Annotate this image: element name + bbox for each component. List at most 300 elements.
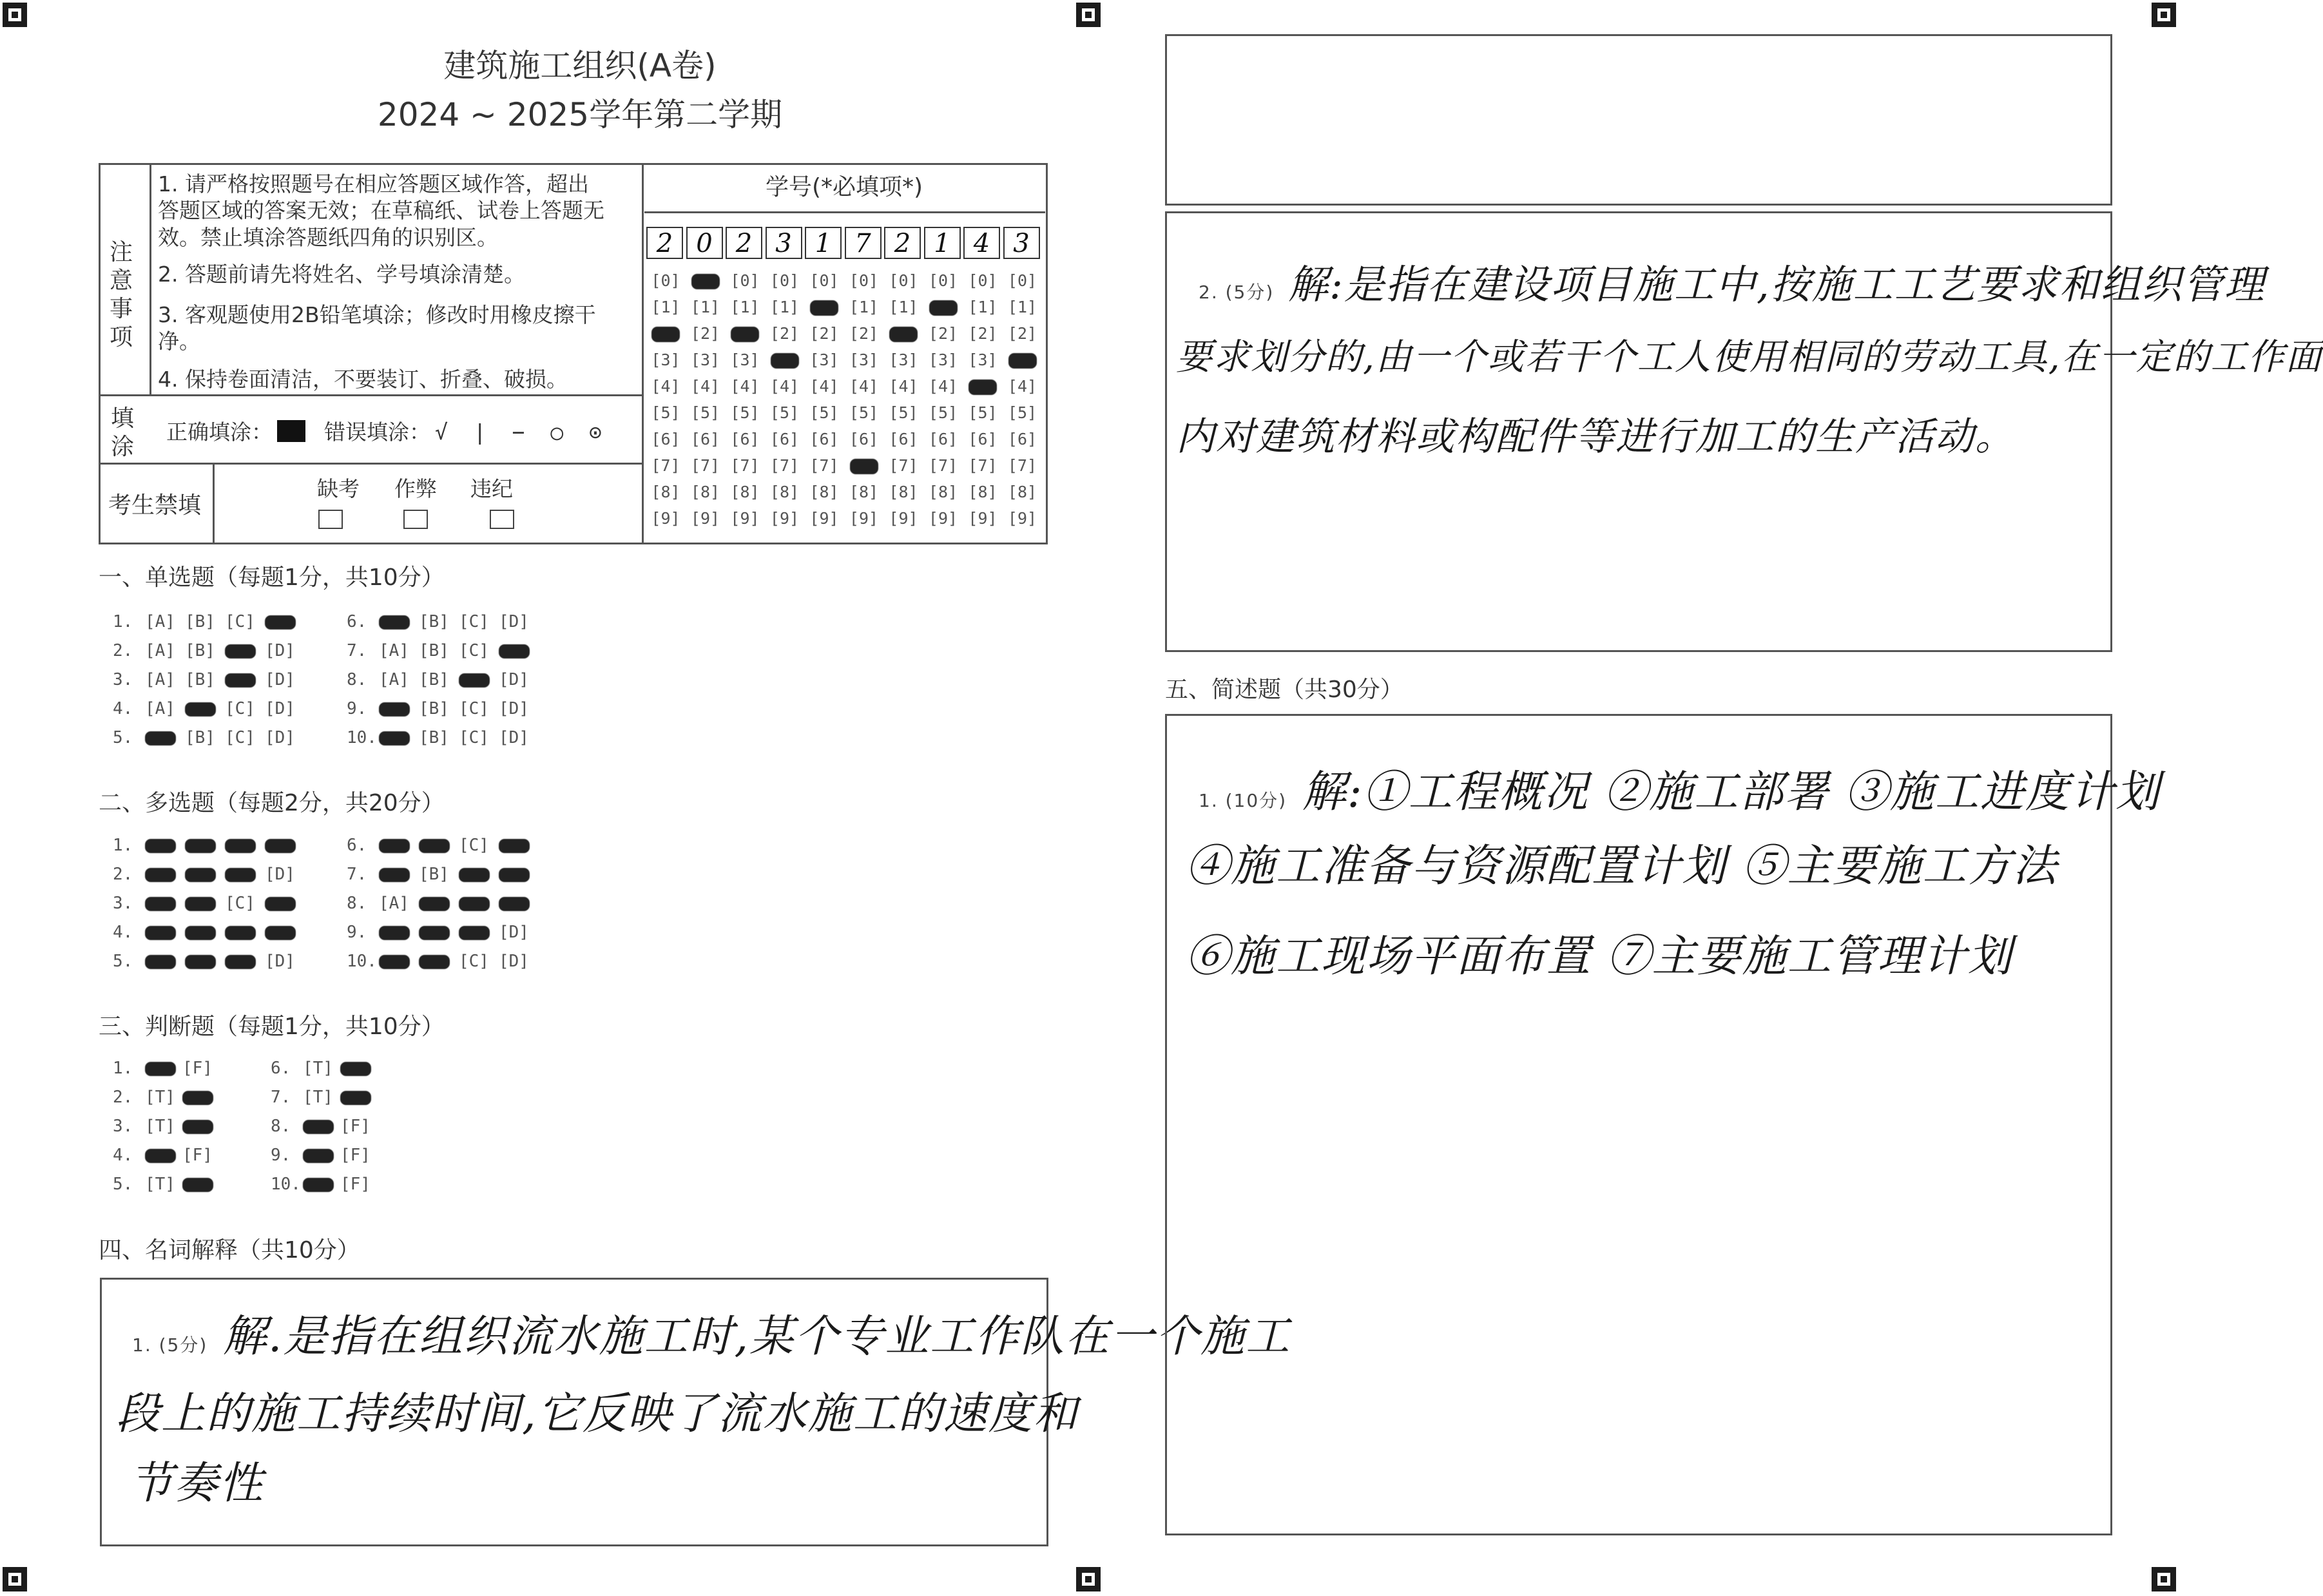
option-bubble[interactable] (182, 1088, 220, 1107)
student-id-bubble[interactable]: [8] (651, 483, 680, 501)
student-id-bubble[interactable]: [4] (809, 377, 839, 396)
option-bubble[interactable]: [D] (265, 641, 295, 660)
student-id-bubble[interactable]: [4] (651, 377, 680, 396)
option-bubble[interactable]: [D] (265, 865, 295, 884)
option-bubble[interactable] (145, 952, 185, 971)
answer-row (113, 923, 305, 942)
student-id-bubble[interactable]: [0] (968, 271, 998, 290)
question-number: 4. (113, 699, 133, 718)
student-id-bubble[interactable]: [2] (809, 324, 839, 343)
option-bubble[interactable]: [C] (225, 699, 255, 718)
option-bubble[interactable]: [D] (499, 923, 529, 942)
option-bubble[interactable]: [F] (340, 1146, 371, 1165)
option-bubble[interactable] (379, 612, 419, 631)
student-id-bubble-column (646, 267, 685, 532)
proctor-label: 考生禁填 (108, 492, 202, 519)
question-number: 4. (113, 923, 133, 942)
corner-marker-tr (2152, 3, 2176, 27)
student-id-bubble[interactable]: [5] (1007, 403, 1037, 422)
answer-row (347, 612, 539, 631)
option-bubble[interactable]: [B] (185, 612, 215, 631)
question-number: 10. (271, 1175, 301, 1194)
proctor-cheat-checkbox[interactable] (403, 510, 428, 529)
corner-marker-bl (3, 1567, 27, 1591)
student-id-digit: 1 (805, 227, 842, 259)
student-id-bubble[interactable]: [0] (928, 271, 958, 290)
student-id-bubble[interactable] (1003, 347, 1042, 373)
student-id-bubble-column (726, 267, 764, 532)
student-id-bubble[interactable]: [2] (1007, 324, 1037, 343)
option-bubble[interactable]: [F] (340, 1117, 371, 1136)
student-id-bubble[interactable]: [1] (889, 298, 918, 316)
student-id-bubble[interactable]: [7] (889, 456, 918, 475)
correct-fill-sample (277, 420, 305, 442)
student-id-bubble[interactable]: [6] (1007, 430, 1037, 448)
student-id-bubble[interactable]: [6] (968, 430, 998, 448)
option-bubble[interactable]: [C] (459, 641, 489, 660)
student-id-bubble[interactable]: [8] (690, 483, 720, 501)
option-bubble[interactable]: [A] (379, 894, 409, 913)
student-id-bubble[interactable]: [9] (730, 509, 760, 528)
student-id-bubble[interactable]: [5] (769, 403, 800, 422)
option-bubble[interactable]: [T] (303, 1059, 333, 1078)
student-id-digit: 7 (845, 227, 882, 259)
student-id-bubble[interactable] (924, 294, 963, 320)
student-id-bubble-column (845, 267, 883, 532)
option-bubble[interactable]: [D] (499, 952, 529, 971)
section-multi-choice: 二、多选题（每题2分，共20分） (99, 790, 445, 816)
answer-row (347, 952, 539, 971)
student-id-bubble-column (686, 267, 725, 532)
student-id-bubble[interactable]: [7] (928, 456, 958, 475)
option-bubble[interactable] (185, 836, 225, 855)
option-bubble[interactable]: [A] (379, 670, 409, 689)
notice-item-4: 4. 保持卷面清洁，不要装订、折叠、破损。 (158, 367, 568, 392)
answer-term-2-line-3: 内对建筑材料或构配件等进行加工的生产活动。 (1176, 414, 2015, 459)
student-id-bubble[interactable]: [9] (651, 509, 680, 528)
wrong-fill-examples: √ | − ○ ⊙ (435, 419, 608, 445)
answer-short-1-line-1: 1. (10分) 解:①工程概况 ②施工部署 ③施工进度计划 (1199, 767, 2161, 818)
question-number: 8. (271, 1117, 291, 1136)
question-number: 5. (113, 1175, 133, 1194)
student-id-bubble-column (884, 267, 923, 532)
student-id-bubble[interactable]: [0] (889, 271, 918, 290)
option-bubble[interactable] (459, 865, 499, 884)
student-id-bubble[interactable]: [1] (651, 298, 680, 316)
option-bubble[interactable] (303, 1146, 340, 1165)
student-id-bubble[interactable]: [8] (809, 483, 839, 501)
option-bubble[interactable] (499, 836, 539, 855)
option-bubble[interactable] (225, 923, 265, 942)
option-bubble[interactable] (459, 894, 499, 913)
option-bubble[interactable]: [B] (419, 670, 449, 689)
student-id-bubble[interactable]: [4] (889, 377, 918, 396)
student-id-bubble[interactable]: [2] (968, 324, 998, 343)
student-id-bubble[interactable] (646, 320, 685, 347)
section-single-choice: 一、单选题（每题1分，共10分） (99, 564, 445, 591)
student-id-bubble[interactable]: [1] (690, 298, 720, 316)
student-id-bubble[interactable]: [9] (690, 509, 720, 528)
option-bubble[interactable] (340, 1088, 378, 1107)
option-bubble[interactable] (225, 865, 265, 884)
student-id-bubble[interactable]: [2] (690, 324, 720, 343)
option-bubble[interactable] (185, 699, 225, 718)
option-bubble[interactable]: [B] (419, 699, 449, 718)
option-bubble[interactable]: [D] (265, 670, 295, 689)
student-id-bubble[interactable]: [7] (968, 456, 998, 475)
corner-marker-bc (1076, 1567, 1101, 1591)
option-bubble[interactable] (419, 923, 459, 942)
student-id-bubble[interactable]: [1] (730, 298, 760, 316)
student-id-bubble[interactable]: [0] (651, 271, 680, 290)
student-id-bubble[interactable]: [8] (849, 483, 879, 501)
option-bubble[interactable] (145, 1059, 182, 1078)
option-bubble[interactable] (185, 894, 225, 913)
student-id-label: 学号(*必填项*) (765, 174, 923, 200)
question-number: 2. (113, 1088, 133, 1107)
student-id-bubble[interactable]: [5] (730, 403, 760, 422)
option-bubble[interactable]: [C] (459, 612, 489, 631)
option-bubble[interactable] (459, 923, 499, 942)
answer-row (347, 894, 539, 913)
option-bubble[interactable] (419, 894, 459, 913)
option-bubble[interactable] (265, 612, 305, 631)
student-id-bubble[interactable] (686, 267, 725, 294)
question-number: 6. (271, 1059, 291, 1078)
student-id-bubble[interactable]: [4] (730, 377, 760, 396)
answer-row (347, 699, 539, 718)
student-id-bubble[interactable]: [3] (730, 351, 760, 369)
option-bubble[interactable] (499, 894, 539, 913)
answer-row (271, 1117, 378, 1136)
option-bubble[interactable] (145, 836, 185, 855)
answer-row (113, 1146, 220, 1165)
section-short-answer: 五、简述题（共30分） (1165, 677, 1403, 703)
student-id-bubble[interactable]: [6] (889, 430, 918, 448)
option-bubble[interactable]: [T] (303, 1088, 333, 1107)
option-bubble[interactable] (225, 952, 265, 971)
question-number: 1. (113, 612, 133, 631)
question-number: 5. (113, 728, 133, 747)
question-number: 4. (113, 1146, 133, 1165)
option-bubble[interactable]: [D] (499, 728, 529, 747)
proctor-cheat: 作弊 (394, 476, 437, 501)
student-id-bubble[interactable]: [8] (769, 483, 800, 501)
answer-row (113, 641, 305, 660)
option-bubble[interactable]: [C] (225, 728, 255, 747)
option-bubble[interactable] (499, 641, 539, 660)
student-id-bubble[interactable]: [3] (849, 351, 879, 369)
option-bubble[interactable] (225, 836, 265, 855)
option-bubble[interactable] (145, 1146, 182, 1165)
student-id-bubble[interactable]: [5] (889, 403, 918, 422)
answer-row (347, 836, 539, 855)
student-id-bubble[interactable]: [6] (690, 430, 720, 448)
option-bubble[interactable] (145, 865, 185, 884)
student-id-bubble[interactable]: [4] (928, 377, 958, 396)
answer-term-2-line-1: 2. (5分) 解:是指在建设项目施工中,按施工工艺要求和组织管理 (1199, 261, 2266, 308)
student-id-bubble[interactable] (726, 320, 764, 347)
option-bubble[interactable]: [B] (185, 641, 215, 660)
student-id-bubble[interactable]: [5] (651, 403, 680, 422)
student-id-bubble[interactable]: [0] (849, 271, 879, 290)
option-bubble[interactable] (499, 865, 539, 884)
option-bubble[interactable]: [D] (265, 699, 295, 718)
option-bubble[interactable] (182, 1117, 220, 1136)
answer-row (347, 923, 539, 942)
question-number: 1. (113, 836, 133, 855)
answer-box-continuation[interactable] (1165, 34, 2112, 206)
student-id-digit: 2 (646, 227, 683, 259)
student-id-bubble[interactable]: [8] (730, 483, 760, 501)
option-bubble[interactable] (419, 836, 459, 855)
student-id-bubble-column (805, 267, 843, 532)
student-id-bubble[interactable] (845, 452, 883, 479)
student-id-bubble[interactable]: [7] (1007, 456, 1037, 475)
student-id-bubble[interactable]: [0] (809, 271, 839, 290)
student-id-bubble[interactable]: [8] (1007, 483, 1037, 501)
student-id-bubble[interactable]: [5] (928, 403, 958, 422)
question-number: 2. (113, 641, 133, 660)
answer-row (113, 952, 305, 971)
option-bubble[interactable] (145, 923, 185, 942)
student-id-bubble[interactable]: [0] (769, 271, 800, 290)
question-number: 9. (347, 923, 367, 942)
option-bubble[interactable] (340, 1059, 378, 1078)
option-bubble[interactable]: [B] (185, 728, 215, 747)
student-id-bubble[interactable]: [8] (968, 483, 998, 501)
corner-marker-tl (3, 3, 27, 27)
answer-row (271, 1088, 378, 1107)
option-bubble[interactable] (379, 952, 419, 971)
student-id-bubble-column (1003, 267, 1042, 532)
student-id-bubble[interactable]: [9] (889, 509, 918, 528)
option-bubble[interactable]: [C] (459, 952, 489, 971)
student-id-bubble[interactable]: [9] (968, 509, 998, 528)
student-id-bubble[interactable] (884, 320, 923, 347)
proctor-violation: 违纪 (470, 476, 513, 501)
question-number: 10. (347, 952, 377, 971)
student-id-bubble-column (963, 267, 1002, 532)
student-id-bubble[interactable]: [2] (928, 324, 958, 343)
student-id-bubble[interactable]: [0] (730, 271, 760, 290)
option-bubble[interactable]: [C] (225, 612, 255, 631)
student-id-bubble[interactable]: [2] (769, 324, 800, 343)
student-id-bubble[interactable]: [1] (849, 298, 879, 316)
question-number: 3. (113, 670, 133, 689)
student-id-bubble[interactable]: [7] (651, 456, 680, 475)
exam-term: 2024 ~ 2025学年第二学期 (377, 96, 783, 133)
answer-row (347, 865, 539, 884)
section-term-explanation: 四、名词解释（共10分） (99, 1237, 360, 1264)
student-id-bubble[interactable]: [6] (849, 430, 879, 448)
student-id-bubble[interactable]: [0] (1007, 271, 1037, 290)
option-bubble[interactable]: [T] (145, 1117, 175, 1136)
option-bubble[interactable] (379, 836, 419, 855)
option-bubble[interactable]: [D] (499, 612, 529, 631)
answer-short-1-line-2: ④施工准备与资源配置计划 ⑤主要施工方法 (1186, 841, 2058, 892)
student-id-bubble[interactable]: [3] (889, 351, 918, 369)
option-bubble[interactable] (185, 865, 225, 884)
section-true-false: 三、判断题（每题1分，共10分） (99, 1014, 445, 1040)
option-bubble[interactable]: [B] (419, 612, 449, 631)
option-bubble[interactable] (265, 836, 305, 855)
question-number: 7. (347, 641, 367, 660)
option-bubble[interactable]: [A] (145, 612, 175, 631)
answer-row (271, 1175, 378, 1194)
option-bubble[interactable]: [T] (145, 1088, 175, 1107)
answer-row (347, 641, 539, 660)
option-bubble[interactable]: [A] (145, 670, 175, 689)
student-id-bubble[interactable]: [8] (928, 483, 958, 501)
student-id-bubble[interactable]: [9] (1007, 509, 1037, 528)
option-bubble[interactable] (265, 923, 305, 942)
option-bubble[interactable]: [A] (145, 641, 175, 660)
proctor-absent-checkbox[interactable] (318, 510, 343, 529)
student-id-bubble[interactable]: [3] (690, 351, 720, 369)
option-bubble[interactable]: [F] (182, 1146, 213, 1165)
student-id-digit: 2 (726, 227, 762, 259)
option-bubble[interactable] (459, 670, 499, 689)
student-id-bubble[interactable]: [3] (928, 351, 958, 369)
answer-row (113, 865, 305, 884)
answer-row (113, 699, 305, 718)
question-number: 6. (347, 836, 367, 855)
option-bubble[interactable] (145, 894, 185, 913)
answer-row (113, 1175, 220, 1194)
answer-term-2-line-2: 要求划分的,由一个或若干个工人使用相同的劳动工具,在一定的工作面 (1176, 336, 2323, 378)
answer-row (113, 728, 305, 747)
answer-term-1-line-2: 段上的施工持续时间,它反映了流水施工的速度和 (116, 1389, 1079, 1439)
option-bubble[interactable] (419, 952, 459, 971)
student-id-bubble[interactable]: [6] (651, 430, 680, 448)
option-bubble[interactable]: [F] (340, 1175, 371, 1194)
question-number: 1. (113, 1059, 133, 1078)
student-id-bubble[interactable]: [6] (769, 430, 800, 448)
corner-marker-br (2152, 1567, 2176, 1591)
student-id-bubble[interactable]: [9] (849, 509, 879, 528)
option-bubble[interactable] (379, 923, 419, 942)
student-id-bubble[interactable]: [6] (809, 430, 839, 448)
answer-row (271, 1146, 378, 1165)
proctor-violation-checkbox[interactable] (490, 510, 514, 529)
option-bubble[interactable] (185, 923, 225, 942)
answer-row (113, 836, 305, 855)
option-bubble[interactable]: [T] (145, 1175, 175, 1194)
option-bubble[interactable]: [D] (265, 728, 295, 747)
option-bubble[interactable]: [A] (379, 641, 409, 660)
student-id-bubble[interactable]: [7] (769, 456, 800, 475)
proctor-absent: 缺考 (317, 476, 360, 501)
answer-row (347, 670, 539, 689)
question-number: 6. (347, 612, 367, 631)
student-id-bubble[interactable]: [1] (1007, 298, 1037, 316)
student-id-bubble-column (924, 267, 963, 532)
student-id-bubble[interactable]: [3] (809, 351, 839, 369)
student-id-bubble[interactable] (963, 373, 1002, 399)
student-id-bubble[interactable]: [4] (849, 377, 879, 396)
question-number: 7. (347, 865, 367, 884)
question-number: 8. (347, 670, 367, 689)
student-id-bubble[interactable]: [5] (849, 403, 879, 422)
option-bubble[interactable] (379, 865, 419, 884)
option-bubble[interactable] (379, 699, 419, 718)
student-id-bubble[interactable]: [7] (809, 456, 839, 475)
student-id-bubble[interactable]: [9] (769, 509, 800, 528)
student-id-bubble[interactable]: [9] (928, 509, 958, 528)
student-id-bubble[interactable]: [4] (769, 377, 800, 396)
student-id-bubble[interactable]: [3] (651, 351, 680, 369)
question-number: 7. (271, 1088, 291, 1107)
answer-row (113, 612, 305, 631)
student-id-bubble[interactable]: [5] (809, 403, 839, 422)
option-bubble[interactable]: [B] (419, 865, 449, 884)
question-number: 2. (113, 865, 133, 884)
student-id-bubble[interactable]: [6] (928, 430, 958, 448)
student-id-bubble[interactable]: [7] (730, 456, 760, 475)
option-bubble[interactable] (182, 1175, 220, 1194)
option-bubble[interactable]: [B] (185, 670, 215, 689)
student-id-bubble[interactable]: [1] (769, 298, 800, 316)
student-id-bubble[interactable] (766, 347, 804, 373)
option-bubble[interactable]: [C] (459, 699, 489, 718)
notice-label: 注意事项 (110, 239, 133, 351)
option-bubble[interactable]: [D] (499, 699, 529, 718)
student-id-bubble[interactable]: [8] (889, 483, 918, 501)
student-id-digit: 2 (884, 227, 921, 259)
option-bubble[interactable] (303, 1175, 340, 1194)
answer-row (113, 1088, 220, 1107)
student-id-bubble[interactable]: [9] (809, 509, 839, 528)
option-bubble[interactable] (303, 1117, 340, 1136)
option-bubble[interactable] (225, 641, 265, 660)
option-bubble[interactable]: [B] (419, 728, 449, 747)
student-id-bubble[interactable]: [6] (730, 430, 760, 448)
option-bubble[interactable]: [A] (145, 699, 175, 718)
option-bubble[interactable]: [D] (499, 670, 529, 689)
option-bubble[interactable]: [B] (419, 641, 449, 660)
option-bubble[interactable] (379, 728, 419, 747)
student-id-bubble[interactable]: [1] (968, 298, 998, 316)
option-bubble[interactable] (265, 894, 305, 913)
option-bubble[interactable]: [C] (459, 836, 489, 855)
student-id-bubble[interactable]: [5] (690, 403, 720, 422)
answer-term-1-line-3: 节奏性 (129, 1458, 265, 1509)
student-id-bubble[interactable]: [4] (690, 377, 720, 396)
student-id-bubble[interactable]: [3] (968, 351, 998, 369)
student-id-bubble[interactable]: [2] (849, 324, 879, 343)
option-bubble[interactable] (145, 728, 185, 747)
answer-row (271, 1059, 378, 1078)
answer-row (347, 728, 539, 747)
option-bubble[interactable]: [D] (265, 952, 295, 971)
student-id-digit: 0 (686, 227, 723, 259)
notice-item-3: 3. 客观题使用2B铅笔填涂；修改时用橡皮擦干净。 (158, 302, 596, 354)
option-bubble[interactable]: [C] (459, 728, 489, 747)
answer-short-1-line-3: ⑥施工现场平面布置 ⑦主要施工管理计划 (1186, 931, 2013, 982)
option-bubble[interactable] (225, 670, 265, 689)
answer-row (113, 894, 305, 913)
student-id-bubble[interactable] (805, 294, 843, 320)
question-number: 9. (271, 1146, 291, 1165)
student-id-bubble[interactable]: [5] (968, 403, 998, 422)
option-bubble[interactable]: [C] (225, 894, 255, 913)
question-number: 3. (113, 894, 133, 913)
option-bubble[interactable]: [F] (182, 1059, 213, 1078)
option-bubble[interactable] (185, 952, 225, 971)
student-id-bubble[interactable]: [4] (1007, 377, 1037, 396)
student-id-bubble[interactable]: [7] (690, 456, 720, 475)
